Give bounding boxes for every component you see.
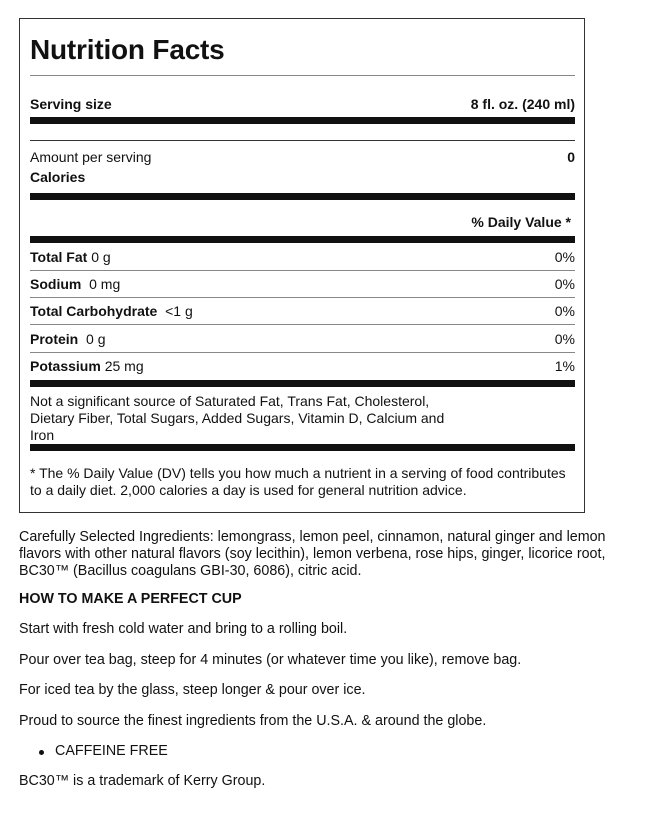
- nutrient-row-total-fat: [30, 248, 575, 266]
- nutrient-amount: 25 mg: [104, 358, 144, 374]
- divider: [30, 270, 575, 271]
- nutrient-name: Total Fat: [30, 249, 88, 265]
- bullet-icon: [39, 750, 44, 755]
- calories-row: [30, 168, 575, 186]
- trademark-text: BC30™ is a trademark of Kerry Group.: [19, 773, 266, 789]
- bullet-list: [19, 743, 640, 760]
- how-to-step: [19, 682, 640, 699]
- nutrient-dv: 0%: [554, 331, 575, 347]
- serving-size-row: [30, 95, 575, 113]
- nutrient-amount: 0 mg: [89, 276, 121, 292]
- trademark-block: [19, 773, 640, 790]
- amount-per-serving-row: [30, 148, 575, 166]
- nutrient-row-protein: [30, 330, 575, 348]
- how-to-heading: HOW TO MAKE A PERFECT CUP: [19, 591, 242, 607]
- nutrient-amount: 0 g: [86, 331, 106, 347]
- serving-size-value: 8 fl. oz. (240 ml): [470, 96, 575, 112]
- ingredients-text: Carefully Selected Ingredients: lemongrass, lemon peel, cinnamon, natural ginger and lemon flavors with other natural flavors (soy lecithin), lemon verbena, rose hips, ginger, licorice root, BC30™ (Bacillus coagulans GBI-30, 6086), citric acid.: [19, 529, 606, 579]
- amount-per-serving-label: Amount per serving: [30, 149, 152, 165]
- nutrition-facts-panel: [19, 18, 585, 513]
- how-to-heading-block: [19, 591, 640, 608]
- calories-value: 0: [567, 149, 575, 165]
- how-to-step-text: For iced tea by the glass, steep longer & pour over ice.: [19, 682, 366, 698]
- nutrient-dv: 1%: [554, 358, 575, 374]
- nutrient-row-sodium: [30, 275, 575, 293]
- divider: [30, 352, 575, 353]
- bullet-item: CAFFEINE FREE: [55, 743, 168, 759]
- nutrient-name: Protein: [30, 331, 79, 347]
- nutrient-name: Potassium: [30, 358, 101, 374]
- nutrient-amount: 0 g: [91, 249, 111, 265]
- divider: [30, 324, 575, 325]
- nutrient-name: Total Carbohydrate: [30, 303, 158, 319]
- how-to-step: [19, 652, 640, 669]
- serving-size-label: Serving size: [30, 96, 112, 112]
- nutrient-dv: 0%: [554, 276, 575, 292]
- thick-divider: [30, 236, 575, 243]
- nutrient-name: Sodium: [30, 276, 82, 292]
- nutrient-row-total-carbohydrate: [30, 302, 575, 320]
- how-to-step: [19, 713, 640, 730]
- how-to-step-text: Proud to source the finest ingredients from the U.S.A. & around the globe.: [19, 713, 487, 729]
- thick-divider: [30, 444, 575, 451]
- daily-value-header: % Daily Value *: [471, 214, 571, 230]
- not-significant-note: Not a significant source of Saturated Fat, Trans Fat, Cholesterol, Dietary Fiber, Total Sugars, Added Sugars, Vitamin D, Calcium and Iron: [30, 393, 445, 443]
- nutrient-dv: 0%: [554, 249, 575, 265]
- divider: [30, 140, 575, 141]
- nutrient-dv: 0%: [554, 303, 575, 319]
- how-to-step-text: Pour over tea bag, steep for 4 minutes (or whatever time you like), remove bag.: [19, 652, 522, 668]
- calories-label: Calories: [30, 169, 86, 185]
- daily-value-footnote: * The % Daily Value (DV) tells you how much a nutrient in a serving of food contributes to a daily diet. 2,000 calories a day is used for general nutrition advice.: [30, 465, 566, 498]
- divider: [30, 75, 575, 76]
- how-to-step: [19, 621, 640, 638]
- nutrient-row-potassium: [30, 357, 575, 375]
- thick-divider: [30, 193, 575, 200]
- how-to-step-text: Start with fresh cold water and bring to a rolling boil.: [19, 621, 348, 637]
- nutrition-title: Nutrition Facts: [30, 34, 225, 65]
- ingredients: [19, 529, 640, 580]
- daily-value-header-row: [30, 213, 575, 231]
- nutrient-amount: <1 g: [165, 303, 193, 319]
- thick-divider: [30, 380, 575, 387]
- thick-divider: [30, 117, 575, 124]
- divider: [30, 297, 575, 298]
